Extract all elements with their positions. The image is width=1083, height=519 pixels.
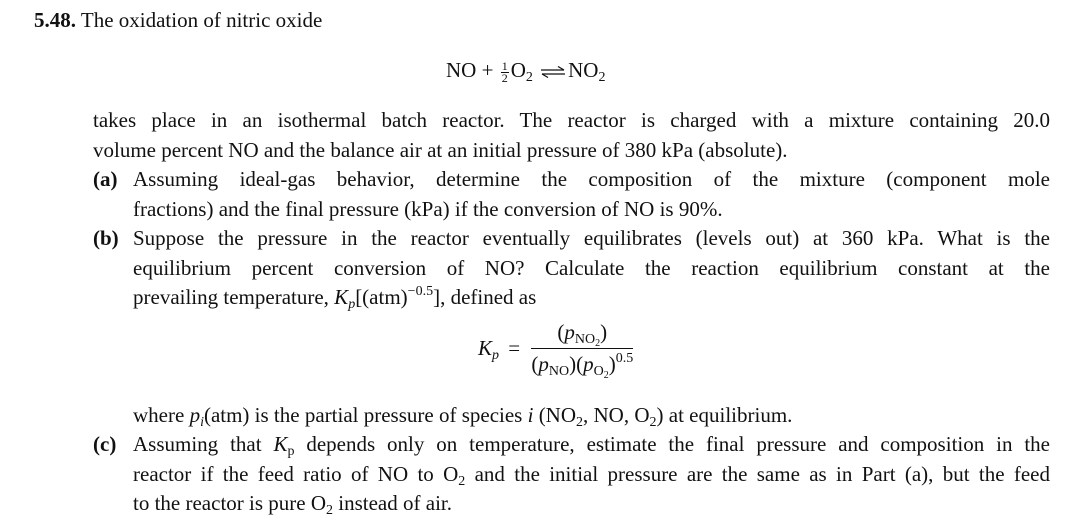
part-c-line-1: Assuming that $K_p$ depends only on temperature, estimate the final pressure and composition in the [133,432,1050,459]
kp-symbol: $K_p$ [478,336,500,363]
intro-line-1: takes place in an isothermal batch reactor. The reactor is charged with a mixture containing 20.0 [93,108,1050,132]
part-a-line-2: fractions) and the final pressure (kPa) if the conversion of NO is 90%. [133,196,723,221]
product-no2: $NO_2$ [568,58,606,85]
part-c-label: (c) [93,432,117,456]
kp-numerator: $(p_{NO_2})$ [531,320,633,349]
problem-title: The oxidation of nitric oxide [80,8,323,32]
part-c-line-2: reactor if the feed ratio of NO to $O_2$ and the initial pressure are the same as in Part (a), but the feed [133,461,1050,489]
equals-sign: = [508,336,521,360]
part-a-text [133,165,1050,224]
part-c-text [133,430,1050,519]
part-c-line-3: to the reactor is pure $O_2$ instead of air. [133,491,452,518]
kp-fraction [531,320,634,381]
plus-sign: + [481,58,494,82]
reactant-no: NO [446,58,477,82]
part-b-line-1: Suppose the pressure in the reactor eventually equilibrates (levels out) at 360 kPa. What is the [133,226,1050,250]
part-b-line-3: prevailing temperature, $K_p[(atm)^{-0.5}]$, defined as [133,284,537,312]
part-b-label: (b) [93,226,119,250]
part-b-line-2: equilibrium percent conversion of NO? Calculate the reaction equilibrium constant at the [133,255,1050,280]
intro-line-2: volume percent NO and the balance air at an initial pressure of 380 kPa (absolute). [93,137,788,162]
problem-heading [34,8,322,33]
part-a-line-1: Assuming ideal-gas behavior, determine the composition of the mixture (component mole [133,167,1050,191]
part-a-label: (a) [93,167,118,191]
intro-paragraph [93,106,1050,165]
kp-denominator: $(p_{NO})(p_{O_2})^{0.5}$ [531,351,634,381]
equilibrium-arrow-icon [540,66,566,78]
problem-number: 5.48. [34,8,76,32]
where-line: where $p_i(atm)$ is the partial pressure of species i ($NO_2$, NO, $O_2$) at equilibrium. [133,403,793,430]
part-b-text [133,224,1050,313]
reactant-o2: $O_2$ [510,58,533,85]
kp-formula [478,320,634,381]
reaction-equation [446,58,605,84]
half-coefficient: $\frac{1}{2}$ [501,58,508,85]
